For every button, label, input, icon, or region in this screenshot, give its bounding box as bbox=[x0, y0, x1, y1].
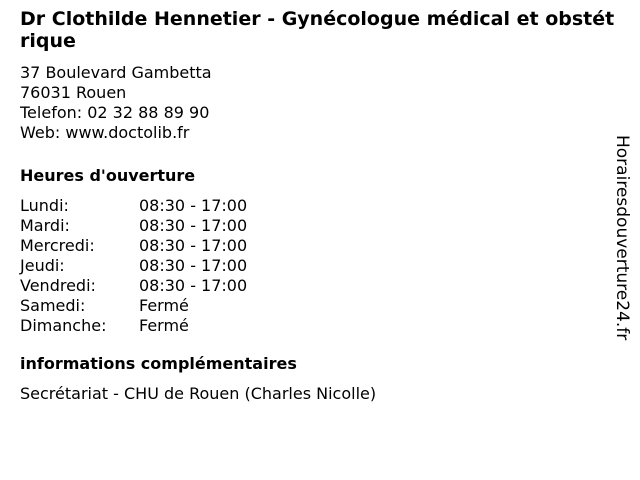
hours-value: Fermé bbox=[139, 296, 189, 315]
website: Web: www.doctolib.fr bbox=[20, 123, 190, 142]
hours-value: 08:30 - 17:00 bbox=[139, 256, 248, 275]
hours-row-friday bbox=[20, 276, 620, 296]
additional-info-heading: informations complémentaires bbox=[20, 354, 297, 373]
opening-hours-table bbox=[20, 196, 620, 336]
listing-content bbox=[20, 8, 620, 404]
opening-hours-heading: Heures d'ouverture bbox=[20, 166, 196, 185]
hours-value: 08:30 - 17:00 bbox=[139, 196, 248, 215]
day-label: Dimanche: bbox=[20, 316, 107, 335]
address-block bbox=[20, 63, 620, 143]
site-watermark: Horairesdouverture24.fr bbox=[612, 135, 632, 341]
hours-value: 08:30 - 17:00 bbox=[139, 216, 248, 235]
hours-row-monday bbox=[20, 196, 620, 216]
day-label: Vendredi: bbox=[20, 276, 96, 295]
hours-row-tuesday bbox=[20, 216, 620, 236]
hours-value: 08:30 - 17:00 bbox=[139, 276, 248, 295]
day-label: Lundi: bbox=[20, 196, 69, 215]
phone-number: Telefon: 02 32 88 89 90 bbox=[20, 103, 210, 122]
page-title: Dr Clothilde Hennetier - Gynécologue médical et obstétrique bbox=[20, 8, 615, 52]
hours-row-thursday bbox=[20, 256, 620, 276]
postal-city: 76031 Rouen bbox=[20, 83, 127, 102]
day-label: Mercredi: bbox=[20, 236, 95, 255]
hours-row-wednesday bbox=[20, 236, 620, 256]
day-label: Jeudi: bbox=[20, 256, 65, 275]
day-label: Mardi: bbox=[20, 216, 70, 235]
hours-row-sunday bbox=[20, 316, 620, 336]
street-address: 37 Boulevard Gambetta bbox=[20, 63, 212, 82]
day-label: Samedi: bbox=[20, 296, 86, 315]
hours-value: Fermé bbox=[139, 316, 189, 335]
hours-value: 08:30 - 17:00 bbox=[139, 236, 248, 255]
hours-row-saturday bbox=[20, 296, 620, 316]
additional-info-text: Secrétariat - CHU de Rouen (Charles Nicolle) bbox=[20, 384, 377, 403]
